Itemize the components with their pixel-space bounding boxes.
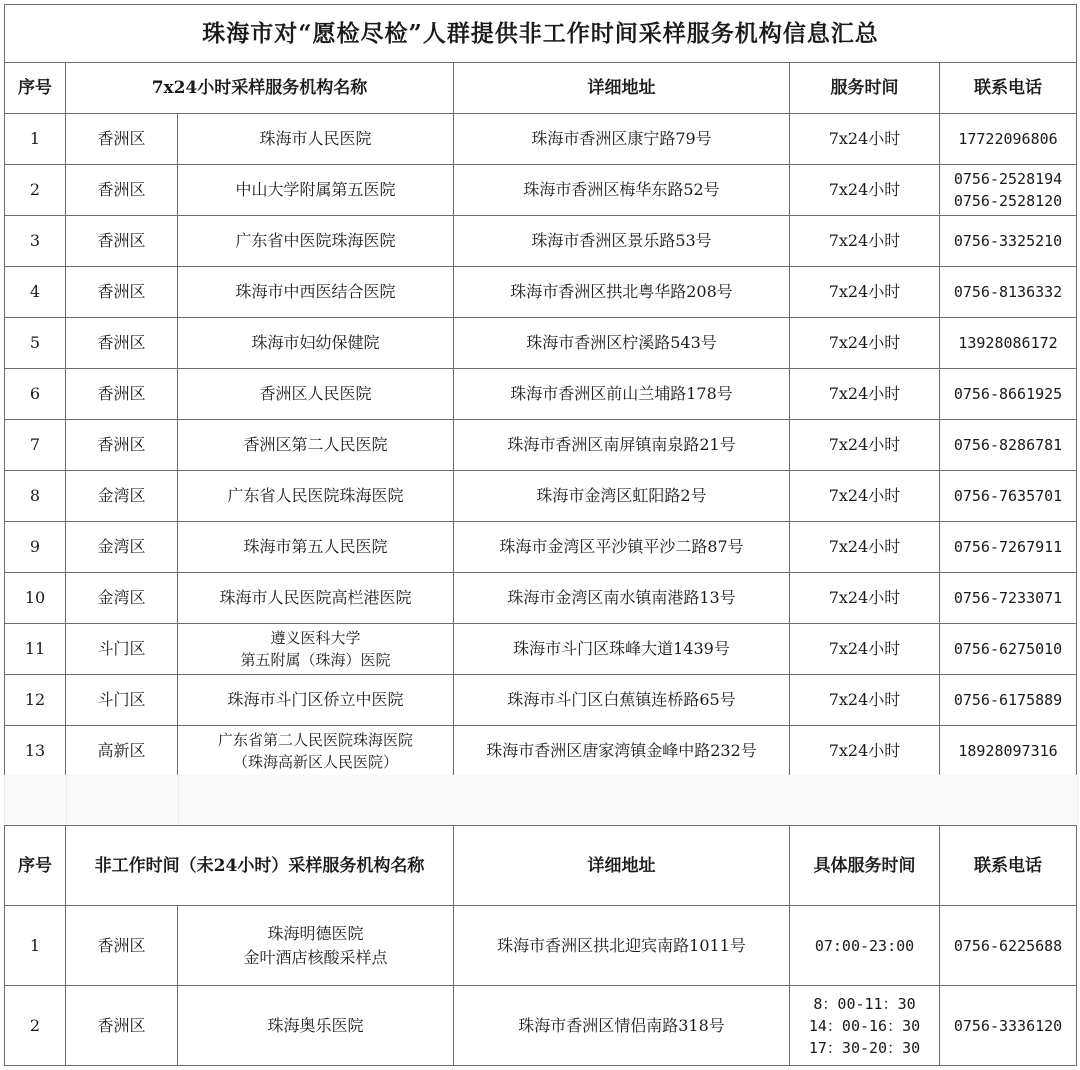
row-seq: 3 (5, 216, 66, 267)
row-phone-line: 13928086172 (958, 334, 1058, 352)
row-institution-name (178, 986, 454, 1066)
row-institution-name-line: 珠海市人民医院高栏港医院 (219, 588, 412, 607)
row-district: 金湾区 (66, 573, 178, 624)
table-row (5, 624, 1077, 675)
row-district: 香洲区 (66, 318, 178, 369)
row-institution-name-line: 中山大学附属第五医院 (235, 180, 396, 199)
row-phone (940, 522, 1077, 573)
header-service-hours: 服务时间 (790, 63, 940, 114)
row-institution-name-line: 珠海市人民医院 (259, 129, 372, 148)
secondary-table (4, 825, 1077, 1066)
row-phone (940, 624, 1077, 675)
header-seq: 序号 (5, 826, 66, 906)
table-gap (4, 775, 1078, 825)
table-row (5, 522, 1077, 573)
row-district: 香洲区 (66, 906, 178, 986)
row-phone-line: 17722096806 (958, 130, 1058, 148)
row-address: 珠海市香洲区南屏镇南泉路21号 (454, 420, 790, 471)
row-service-hours-line: 14：00-16：30 (808, 1016, 921, 1035)
row-service-hours: 7x24小时 (790, 471, 940, 522)
row-address: 珠海市金湾区虹阳路2号 (454, 471, 790, 522)
row-phone (940, 471, 1077, 522)
row-phone (940, 420, 1077, 471)
row-seq: 11 (5, 624, 66, 675)
row-district: 金湾区 (66, 522, 178, 573)
row-district: 香洲区 (66, 420, 178, 471)
row-seq: 1 (5, 906, 66, 986)
row-phone (940, 675, 1077, 726)
row-service-hours: 7x24小时 (790, 675, 940, 726)
row-phone (940, 216, 1077, 267)
row-phone (940, 165, 1077, 216)
row-service-hours: 7x24小时 (790, 318, 940, 369)
row-phone (940, 318, 1077, 369)
row-seq: 1 (5, 114, 66, 165)
row-institution-name (178, 726, 454, 777)
table-row (5, 216, 1077, 267)
header-address: 详细地址 (454, 826, 790, 906)
row-address: 珠海市香洲区前山兰埔路178号 (454, 369, 790, 420)
row-seq: 8 (5, 471, 66, 522)
table-row (5, 369, 1077, 420)
row-address: 珠海市香洲区唐家湾镇金峰中路232号 (454, 726, 790, 777)
row-institution-name (178, 216, 454, 267)
table-row (5, 573, 1077, 624)
row-district: 香洲区 (66, 114, 178, 165)
row-institution-name (178, 114, 454, 165)
row-service-hours-line: 17：30-20：30 (808, 1038, 921, 1057)
row-service-hours: 7x24小时 (790, 420, 940, 471)
row-institution-name-line: 珠海奥乐医院 (267, 1015, 364, 1035)
row-service-hours: 7x24小时 (790, 624, 940, 675)
header-institution-name: 非工作时间（未24小时）采样服务机构名称 (66, 826, 454, 906)
row-district: 香洲区 (66, 216, 178, 267)
row-seq: 6 (5, 369, 66, 420)
row-institution-name (178, 906, 454, 986)
header-institution-name: 7x24小时采样服务机构名称 (66, 63, 454, 114)
row-district: 斗门区 (66, 624, 178, 675)
row-institution-name (178, 624, 454, 675)
row-service-hours (790, 986, 940, 1066)
row-institution-name-line: 第五附属（珠海）医院 (240, 651, 391, 669)
row-institution-name-line: （珠海高新区人民医院） (232, 753, 398, 771)
row-phone-line: 0756-8136332 (953, 283, 1063, 301)
row-phone-line: 0756-6275010 (953, 640, 1063, 658)
row-seq: 2 (5, 986, 66, 1066)
row-institution-name (178, 165, 454, 216)
row-address: 珠海市金湾区平沙镇平沙二路87号 (454, 522, 790, 573)
row-address: 珠海市斗门区白蕉镇连桥路65号 (454, 675, 790, 726)
header-seq: 序号 (5, 63, 66, 114)
row-phone-line: 0756-7267911 (953, 538, 1063, 556)
table-row (5, 906, 1077, 986)
row-institution-name (178, 471, 454, 522)
row-service-hours-line: 07:00-23:00 (814, 936, 915, 955)
row-service-hours: 7x24小时 (790, 267, 940, 318)
row-institution-name (178, 420, 454, 471)
row-phone (940, 906, 1077, 986)
row-district: 金湾区 (66, 471, 178, 522)
row-phone-line: 0756-8661925 (953, 385, 1063, 403)
row-institution-name (178, 675, 454, 726)
row-service-hours: 7x24小时 (790, 114, 940, 165)
header-address: 详细地址 (454, 63, 790, 114)
table-row (5, 267, 1077, 318)
row-seq: 2 (5, 165, 66, 216)
row-seq: 5 (5, 318, 66, 369)
row-institution-name-line: 广东省第二人民医院珠海医院 (217, 731, 413, 749)
row-institution-name (178, 573, 454, 624)
row-institution-name-line: 珠海明德医院 (267, 923, 364, 943)
row-institution-name-line: 珠海市妇幼保健院 (251, 333, 380, 352)
row-address: 珠海市香洲区情侣南路318号 (454, 986, 790, 1066)
row-phone-line: 0756-3325210 (953, 232, 1063, 250)
row-phone-line: 0756-7635701 (953, 487, 1063, 505)
row-address: 珠海市香洲区梅华东路52号 (454, 165, 790, 216)
row-service-hours: 7x24小时 (790, 726, 940, 777)
row-institution-name-line: 金叶酒店核酸采样点 (243, 947, 388, 967)
row-district: 香洲区 (66, 165, 178, 216)
row-phone (940, 726, 1077, 777)
row-phone (940, 267, 1077, 318)
row-institution-name-line: 广东省人民医院珠海医院 (227, 486, 404, 505)
header-phone: 联系电话 (940, 63, 1077, 114)
table-row (5, 165, 1077, 216)
row-service-hours-line: 8：00-11：30 (813, 994, 916, 1013)
row-institution-name (178, 369, 454, 420)
row-phone (940, 369, 1077, 420)
row-phone-line: 0756-6175889 (953, 691, 1063, 709)
row-institution-name (178, 318, 454, 369)
row-phone (940, 114, 1077, 165)
row-service-hours: 7x24小时 (790, 165, 940, 216)
row-address: 珠海市香洲区拱北迎宾南路1011号 (454, 906, 790, 986)
row-institution-name-line: 广东省中医院珠海医院 (235, 231, 396, 250)
table-row (5, 318, 1077, 369)
row-phone-line: 0756-6225688 (953, 936, 1063, 955)
row-seq: 13 (5, 726, 66, 777)
table-row (5, 986, 1077, 1066)
row-phone-line: 0756-7233071 (953, 589, 1063, 607)
header-phone: 联系电话 (940, 826, 1077, 906)
row-phone-line: 0756-2528120 (953, 192, 1063, 210)
row-service-hours: 7x24小时 (790, 216, 940, 267)
row-address: 珠海市斗门区珠峰大道1439号 (454, 624, 790, 675)
row-institution-name-line: 香洲区人民医院 (259, 384, 372, 403)
row-institution-name-line: 遵义医科大学 (270, 629, 361, 647)
row-phone-line: 18928097316 (958, 742, 1058, 760)
row-institution-name-line: 香洲区第二人民医院 (243, 435, 388, 454)
row-institution-name (178, 522, 454, 573)
row-district: 高新区 (66, 726, 178, 777)
row-phone-line: 0756-8286781 (953, 436, 1063, 454)
row-district: 香洲区 (66, 369, 178, 420)
row-seq: 12 (5, 675, 66, 726)
row-address: 珠海市香洲区拱北粤华路208号 (454, 267, 790, 318)
row-seq: 7 (5, 420, 66, 471)
row-district: 香洲区 (66, 267, 178, 318)
row-seq: 10 (5, 573, 66, 624)
table-row (5, 420, 1077, 471)
row-district: 香洲区 (66, 986, 178, 1066)
header-service-hours: 具体服务时间 (790, 826, 940, 906)
row-seq: 9 (5, 522, 66, 573)
row-seq: 4 (5, 267, 66, 318)
row-address: 珠海市香洲区柠溪路543号 (454, 318, 790, 369)
table-row (5, 471, 1077, 522)
page-title: 珠海市对“愿检尽检”人群提供非工作时间采样服务机构信息汇总 (5, 5, 1077, 63)
table-row (5, 114, 1077, 165)
table-row (5, 675, 1077, 726)
row-service-hours: 7x24小时 (790, 522, 940, 573)
main-table (4, 4, 1077, 777)
row-district: 斗门区 (66, 675, 178, 726)
row-phone (940, 573, 1077, 624)
row-institution-name-line: 珠海市中西医结合医院 (235, 282, 396, 301)
row-institution-name-line: 珠海市第五人民医院 (243, 537, 388, 556)
row-address: 珠海市香洲区康宁路79号 (454, 114, 790, 165)
row-phone (940, 986, 1077, 1066)
row-phone-line: 0756-3336120 (953, 1016, 1063, 1035)
table-row (5, 726, 1077, 777)
row-service-hours: 7x24小时 (790, 573, 940, 624)
row-address: 珠海市香洲区景乐路53号 (454, 216, 790, 267)
row-phone-line: 0756-2528194 (953, 170, 1063, 188)
row-institution-name-line: 珠海市斗门区侨立中医院 (227, 690, 404, 709)
row-address: 珠海市金湾区南水镇南港路13号 (454, 573, 790, 624)
row-service-hours (790, 906, 940, 986)
row-institution-name (178, 267, 454, 318)
row-service-hours: 7x24小时 (790, 369, 940, 420)
